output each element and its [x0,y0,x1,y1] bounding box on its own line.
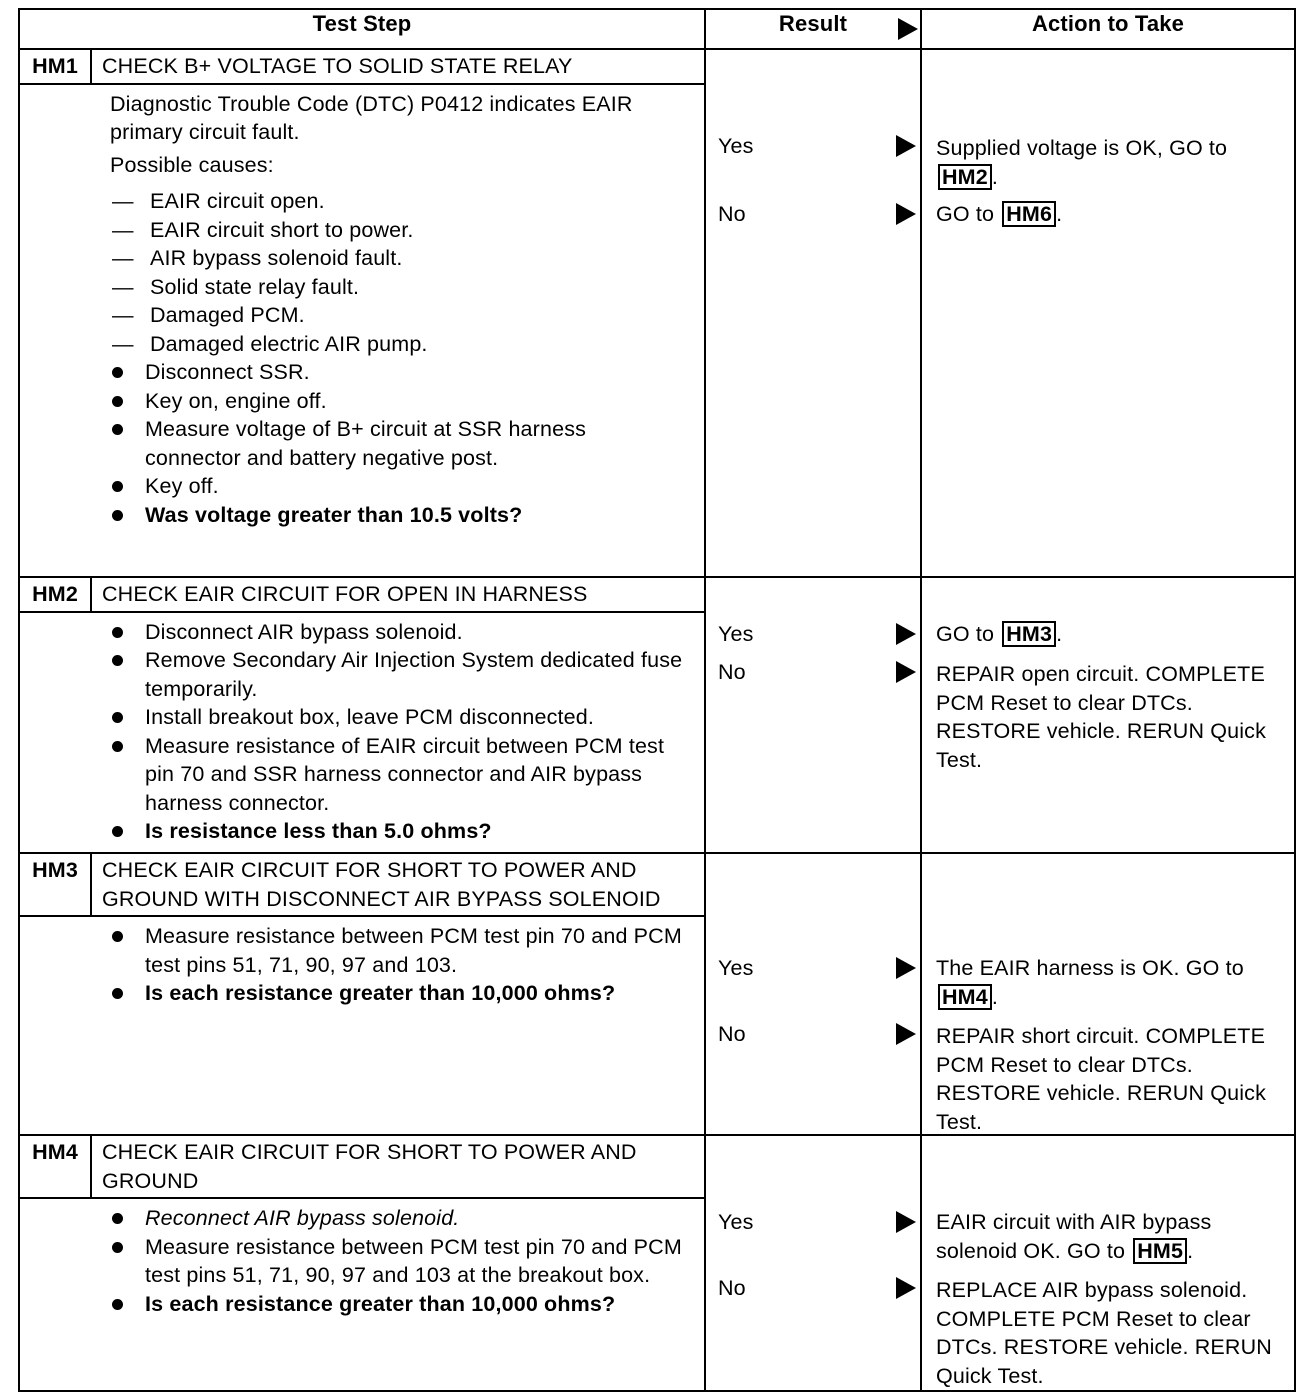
action-no: REPAIR open circuit. COMPLETE PCM Reset to clear DTCs. RESTORE vehicle. RERUN Quick Test. [936,662,1266,772]
arrow-right-icon [896,1211,916,1233]
action-yes: GO to HM3 . [936,622,1063,646]
question-item: Was voltage greater than 10.5 volts? [110,501,684,530]
list-item: — Damaged PCM. [110,301,684,330]
list-item: Measure voltage of B+ circuit at SSR harness connector and battery negative post. [110,415,684,472]
result-yes-label: Yes [718,956,754,980]
step-reference: HM5 [1133,1238,1187,1264]
bullet-icon [112,627,123,638]
action-yes: EAIR circuit with AIR bypass solenoid OK. GO to HM5 . [936,1210,1212,1263]
bullet-icon [112,826,123,837]
dash-icon: — [112,246,134,270]
arrow-right-icon [896,135,916,157]
arrow-right-icon [896,661,916,683]
arrow-right-icon [896,203,916,225]
list-item: Install breakout box, leave PCM disconnected. [110,703,684,732]
procedure-list [110,358,684,529]
result-cell [705,1135,921,1391]
step-title-bar [20,854,704,917]
list-item: — Damaged electric AIR pump. [110,330,684,359]
arrow-right-icon [896,957,916,979]
bullet-icon [112,931,123,942]
step-cell [19,1135,705,1391]
list-item: Key on, engine off. [110,387,684,416]
dash-icon: — [112,189,134,213]
bullet-icon [112,655,123,666]
list-item: Measure resistance between PCM test pin 70 and PCM test pins 51, 71, 90, 97 and 103. [110,922,684,979]
step-title: CHECK EAIR CIRCUIT FOR SHORT TO POWER AND GROUND WITH DISCONNECT AIR BYPASS SOLENOID [102,858,661,911]
header-result [705,9,921,49]
causes-list [110,187,684,358]
list-item: Measure resistance of EAIR circuit between PCM test pin 70 and SSR harness connector and AIR bypass harness connector. [110,732,684,818]
step-cell [19,577,705,853]
possible-causes-label: Possible causes: [110,152,274,177]
step-row-hm1 [19,49,1295,577]
result-no-label: No [718,1022,746,1046]
list-item: Reconnect AIR bypass solenoid. [110,1204,684,1233]
procedure-list [110,1204,684,1318]
action-no: GO to HM6 . [936,202,1063,226]
dash-icon: — [112,274,134,299]
list-item: Measure resistance between PCM test pin 70 and PCM test pins 51, 71, 90, 97 and 103 at the breakout box. [110,1233,684,1290]
list-item: — AIR bypass solenoid fault. [110,244,684,273]
result-yes-label: Yes [718,622,754,646]
bullet-icon [112,481,123,492]
step-body [20,85,704,534]
dash-icon: — [112,303,134,327]
step-row-hm2 [19,577,1295,853]
diagnostic-table [18,8,1296,1392]
action-no: REPAIR short circuit. COMPLETE PCM Reset to clear DTCs. RESTORE vehicle. RERUN Quick Test. [936,1024,1266,1134]
result-cell [705,577,921,853]
result-yes-label: Yes [718,134,754,158]
procedure-list [110,618,684,846]
diagnostic-sheet [18,8,1294,1392]
dash-icon: — [112,331,134,356]
result-no [718,658,918,688]
step-cell [19,853,705,1135]
step-cell [19,49,705,577]
result-no-label: No [718,660,746,684]
bullet-icon [112,396,123,407]
step-row-hm4 [19,1135,1295,1391]
result-cell [705,853,921,1135]
step-body [20,917,704,1012]
header-row [19,9,1295,49]
bullet-icon [112,712,123,723]
procedure-list [110,922,684,1008]
step-title-bar [20,578,704,613]
result-cell [705,49,921,577]
header-test-step: Test Step [19,9,705,49]
result-yes-label: Yes [718,1210,754,1234]
action-no: REPLACE AIR bypass solenoid. COMPLETE PCM Reset to clear DTCs. RESTORE vehicle. RERUN Quick Test. [936,1278,1272,1388]
question-item: Is resistance less than 5.0 ohms? [110,817,684,846]
result-yes [718,954,918,984]
list-item: — EAIR circuit open. [110,187,684,216]
step-title: CHECK EAIR CIRCUIT FOR OPEN IN HARNESS [102,582,588,606]
result-no-label: No [718,202,746,226]
step-id: HM4 [20,1136,92,1197]
bullet-icon [112,510,123,521]
result-no-label: No [718,1276,746,1300]
result-no [718,1020,918,1050]
step-body [20,1199,704,1322]
step-intro: Diagnostic Trouble Code (DTC) P0412 indicates EAIR primary circuit fault. [110,91,633,144]
step-body [20,613,704,850]
step-reference: HM4 [938,984,992,1010]
list-item: Disconnect SSR. [110,358,684,387]
step-id: HM2 [20,578,92,611]
result-yes [718,1208,918,1238]
bullet-icon [112,1242,123,1253]
step-title: CHECK EAIR CIRCUIT FOR SHORT TO POWER AND GROUND [102,1140,637,1193]
step-reference: HM3 [1002,621,1056,647]
result-no [718,200,918,230]
arrow-right-icon [898,18,918,40]
list-item: — Solid state relay fault. [110,273,684,302]
list-item: Remove Secondary Air Injection System dedicated fuse temporarily. [110,646,684,703]
bullet-icon [112,741,123,752]
header-action: Action to Take [921,9,1295,49]
bullet-icon [112,1299,123,1310]
dash-icon: — [112,217,134,242]
result-yes [718,620,918,650]
step-id: HM1 [20,50,92,83]
bullet-icon [112,988,123,999]
result-yes [718,132,918,162]
step-id: HM3 [20,854,92,915]
list-item: Key off. [110,472,684,501]
question-item: Is each resistance greater than 10,000 ohms? [110,979,684,1008]
arrow-right-icon [896,1277,916,1299]
step-reference: HM6 [1002,201,1056,227]
arrow-right-icon [896,1023,916,1045]
result-no [718,1274,918,1304]
list-item: — EAIR circuit short to power. [110,216,684,245]
question-item: Is each resistance greater than 10,000 ohms? [110,1290,684,1319]
action-cell [921,853,1295,1135]
step-title-bar [20,1136,704,1199]
list-item: Disconnect AIR bypass solenoid. [110,618,684,647]
header-result-label: Result [778,11,848,36]
bullet-icon [112,424,123,435]
action-yes: The EAIR harness is OK. GO to HM4 . [936,956,1244,1009]
action-yes: Supplied voltage is OK, GO to HM2 . [936,136,1228,189]
action-cell [921,577,1295,853]
action-cell [921,49,1295,577]
step-row-hm3 [19,853,1295,1135]
bullet-icon [112,1213,123,1224]
step-title-bar [20,50,704,85]
bullet-icon [112,367,123,378]
step-reference: HM2 [938,164,992,190]
arrow-right-icon [896,623,916,645]
action-cell [921,1135,1295,1391]
step-title: CHECK B+ VOLTAGE TO SOLID STATE RELAY [102,54,573,78]
